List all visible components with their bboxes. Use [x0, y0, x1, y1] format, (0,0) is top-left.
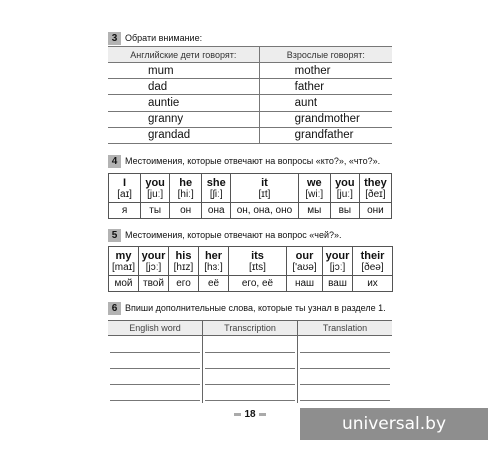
pronoun-transcription: [juː] — [336, 188, 353, 200]
pronoun-transcription: [ðeɪ] — [365, 188, 386, 200]
pronoun-transcription: [aɪ] — [117, 188, 132, 200]
pronoun-cell — [231, 174, 299, 203]
pronoun-translation: твой — [139, 276, 169, 292]
pronoun-cell — [169, 247, 199, 276]
watermark: universal.by — [300, 408, 488, 440]
personal-pronouns-table — [108, 173, 392, 219]
pronoun-cell — [109, 247, 139, 276]
pronoun-cell — [298, 174, 330, 203]
writing-line[interactable] — [205, 368, 295, 369]
kids-word: dad — [108, 79, 259, 95]
pronoun-translation: ваш — [323, 276, 353, 292]
pronoun-translation: его, её — [229, 276, 287, 292]
pronoun-translation: его — [169, 276, 199, 292]
adults-word: father — [259, 79, 392, 95]
column-transcription — [203, 321, 297, 403]
kids-word: grandad — [108, 127, 259, 143]
pronoun-word: you — [335, 176, 355, 189]
pronoun-cell — [287, 247, 323, 276]
section-3-heading — [108, 31, 392, 45]
section-4-heading — [108, 154, 392, 168]
pronoun-cell — [359, 174, 391, 203]
column-header: English word — [108, 321, 202, 336]
pronoun-transcription: [ðeə] — [361, 261, 384, 273]
writing-line[interactable] — [205, 352, 295, 353]
task-number-6: 6 — [108, 302, 121, 315]
pronoun-cell — [139, 247, 169, 276]
writing-line[interactable] — [110, 384, 200, 385]
pronoun-translation: ты — [141, 203, 170, 219]
pronoun-cell — [353, 247, 393, 276]
vocabulary-writing-table — [108, 320, 392, 402]
task-number-3: 3 — [108, 32, 121, 45]
pronoun-cell — [323, 247, 353, 276]
writing-line[interactable] — [300, 352, 390, 353]
section-6-heading — [108, 301, 392, 315]
page-number-value: 18 — [244, 409, 256, 420]
writing-line[interactable] — [300, 400, 390, 401]
pronoun-transcription: [jɔː] — [145, 261, 162, 273]
pronoun-word: they — [364, 176, 387, 189]
column-english-word — [108, 321, 202, 403]
kids-word: mum — [108, 63, 259, 79]
table-row — [108, 79, 392, 95]
writing-line[interactable] — [205, 400, 295, 401]
task-instruction-4: Местоимения, которые отвечают на вопросы «кто?», «что?». — [125, 156, 381, 166]
kids-word: granny — [108, 111, 259, 127]
pronoun-cell — [330, 174, 359, 203]
pronoun-transcription: [maɪ] — [111, 261, 135, 273]
pronoun-transcription: [hɜː] — [204, 261, 223, 273]
pronoun-translation: он — [170, 203, 202, 219]
header-kids: Английские дети говорят: — [108, 47, 259, 63]
pronoun-cell — [202, 174, 231, 203]
pronoun-word: I — [123, 176, 127, 189]
pronoun-translation: они — [359, 203, 391, 219]
pronoun-translation: мы — [298, 203, 330, 219]
pronoun-word: it — [261, 176, 268, 189]
pronoun-word: your — [325, 249, 350, 262]
adults-word: grandfather — [259, 127, 392, 143]
task-number-5: 5 — [108, 229, 121, 242]
pronoun-transcription: [juː] — [147, 188, 164, 200]
pronoun-translation: я — [109, 203, 141, 219]
adults-word: mother — [259, 63, 392, 79]
adults-word: aunt — [259, 95, 392, 111]
pronoun-transcription: ['aʊə] — [292, 261, 317, 273]
page-number-dash — [234, 413, 241, 416]
pronoun-word: we — [306, 176, 322, 189]
page-number — [228, 409, 272, 420]
pronoun-transcription: [ɪts] — [249, 261, 266, 273]
task-instruction-6: Впиши дополнительные слова, которые ты узнал в разделе 1. — [125, 303, 386, 313]
writing-line[interactable] — [300, 384, 390, 385]
pronoun-word: his — [175, 249, 192, 262]
writing-line[interactable] — [110, 352, 200, 353]
possessive-pronouns-table — [108, 246, 393, 292]
pronoun-transcription: [hiː] — [177, 188, 194, 200]
task-number-4: 4 — [108, 155, 121, 168]
pronoun-transcription: [ɪt] — [258, 188, 271, 200]
pronoun-word: he — [179, 176, 193, 189]
pronoun-transcription: [ʃiː] — [209, 188, 223, 200]
pronoun-translation: мой — [109, 276, 139, 292]
writing-line[interactable] — [205, 384, 295, 385]
column-header: Translation — [298, 321, 392, 336]
pronoun-word: our — [295, 249, 314, 262]
column-header: Transcription — [203, 321, 297, 336]
page-number-dash — [259, 413, 266, 416]
pronoun-word: she — [206, 176, 226, 189]
writing-line[interactable] — [110, 368, 200, 369]
section-5-heading — [108, 228, 392, 242]
pronoun-translation: наш — [287, 276, 323, 292]
task-instruction-3: Обрати внимание: — [125, 33, 203, 43]
writing-line[interactable] — [110, 400, 200, 401]
kids-word: auntie — [108, 95, 259, 111]
pronoun-word: your — [141, 249, 166, 262]
kids-adults-table — [108, 46, 392, 144]
pronoun-translation: вы — [330, 203, 359, 219]
pronoun-cell — [170, 174, 202, 203]
pronoun-cell — [109, 174, 141, 203]
pronoun-translation: она — [202, 203, 231, 219]
pronoun-translation: их — [353, 276, 393, 292]
pronoun-transcription: [hɪz] — [173, 261, 194, 273]
adults-word: grandmother — [259, 111, 392, 127]
pronoun-word: her — [204, 249, 223, 262]
table-row — [108, 127, 392, 143]
pronoun-translation: её — [199, 276, 229, 292]
column-translation — [298, 321, 392, 403]
pronoun-cell — [229, 247, 287, 276]
table-row — [108, 63, 392, 79]
table-row — [108, 95, 392, 111]
pronoun-transcription: [wiː] — [305, 188, 324, 200]
task-instruction-5: Местоимения, которые отвечают на вопрос «чей?». — [125, 230, 342, 240]
pronoun-word: its — [251, 249, 264, 262]
pronoun-cell — [141, 174, 170, 203]
table-row — [108, 111, 392, 127]
pronoun-word: their — [360, 249, 385, 262]
pronoun-transcription: [jɔː] — [329, 261, 346, 273]
pronoun-word: you — [145, 176, 165, 189]
header-adults: Взрослые говорят: — [259, 47, 392, 63]
pronoun-translation: он, она, оно — [231, 203, 299, 219]
pronoun-cell — [199, 247, 229, 276]
writing-line[interactable] — [300, 368, 390, 369]
pronoun-word: my — [115, 249, 132, 262]
